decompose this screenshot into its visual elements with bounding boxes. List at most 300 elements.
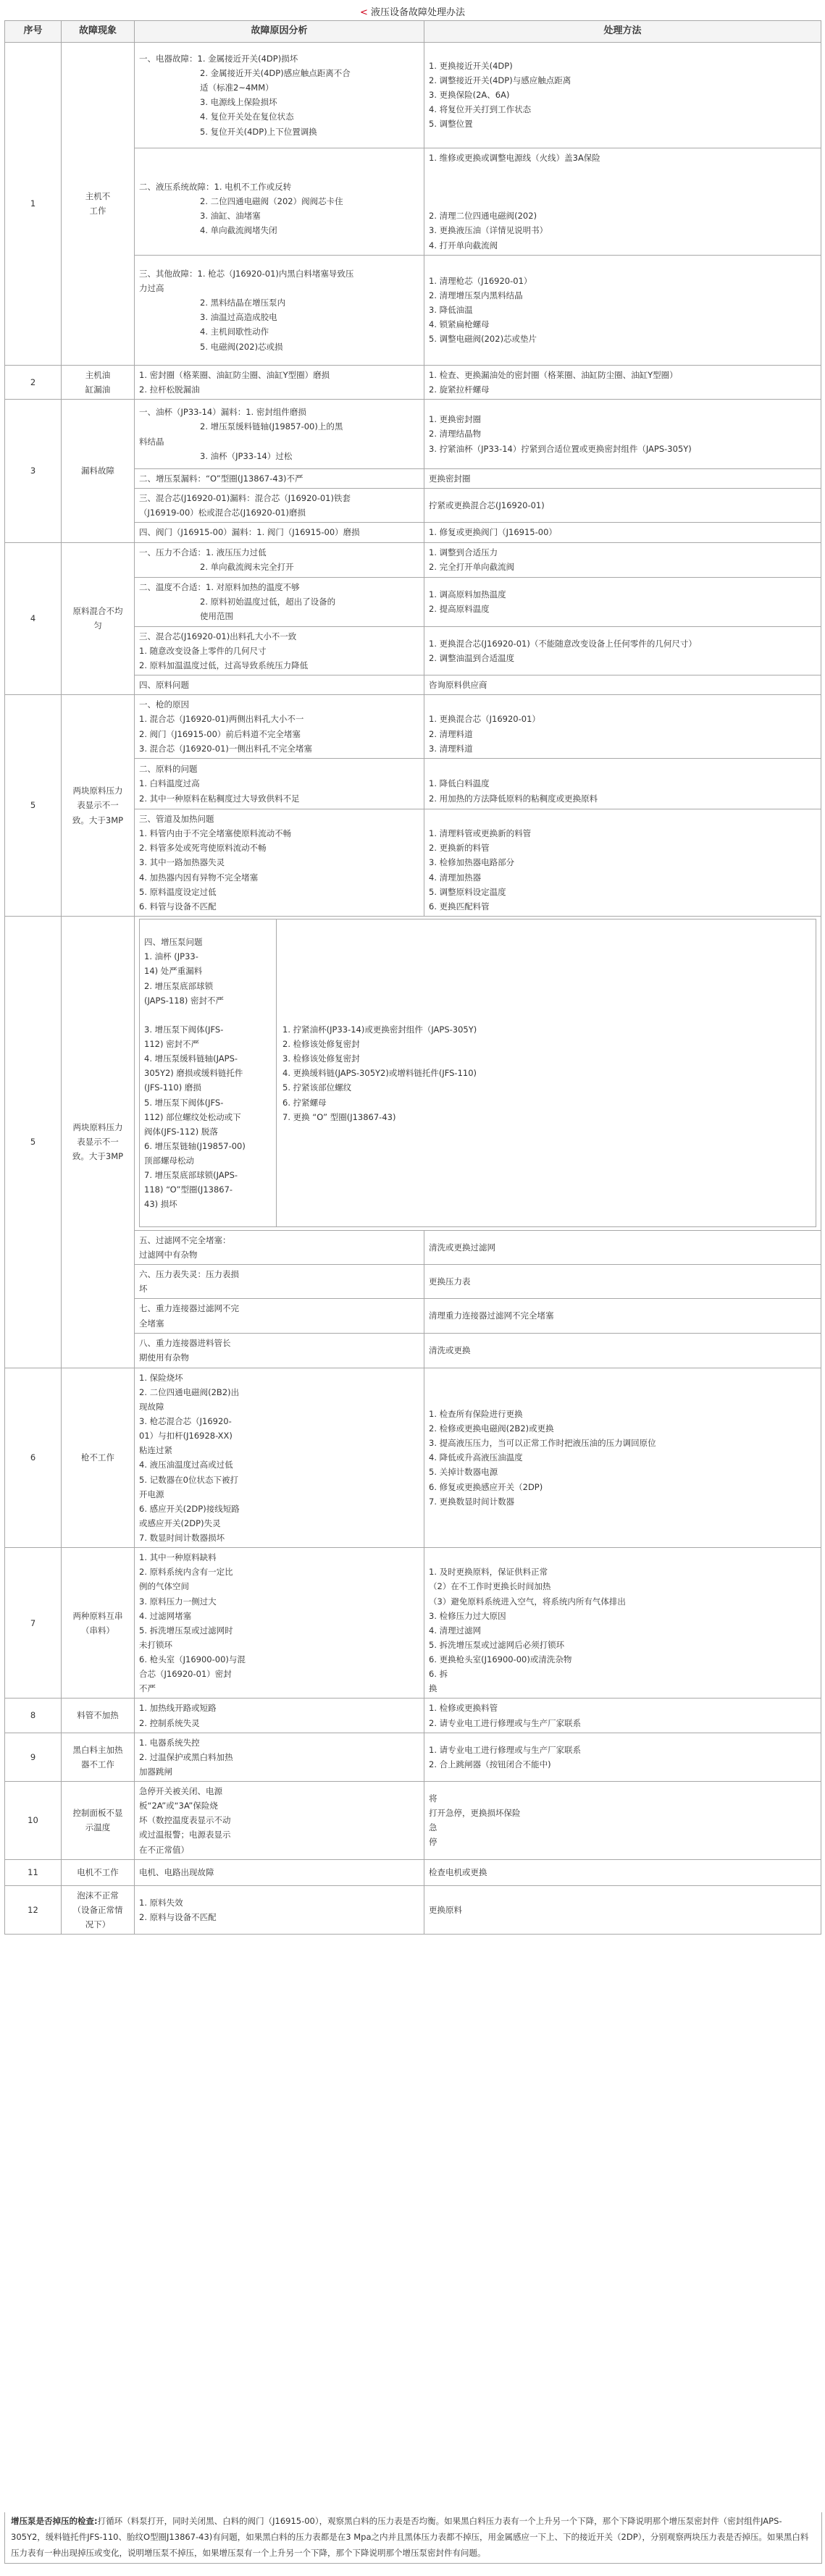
text-line: 料结晶	[139, 436, 164, 447]
text-line: 2. 其中一种原料在粘稠度过大导致供料不足	[139, 793, 300, 804]
text-line: 五、过滤网不完全堵塞：	[139, 1234, 231, 1245]
text-line: 7. 更换 “O” 型圈(J13867-43)	[282, 1111, 396, 1122]
text-line: 6. 修复或更换感应开关（2DP)	[429, 1481, 543, 1492]
handling-method	[424, 1699, 821, 1733]
text-line: 八、重力连接器进料管长	[139, 1338, 231, 1348]
text-line: 118) “O”型圈(J13867-	[144, 1184, 233, 1195]
text-line: 二、温度不合适：1. 对原料加热的温度不够	[139, 581, 300, 592]
text-line: 三、混合芯(J16920-01)出料孔大小不一致	[139, 631, 297, 641]
text-line: 6. 增压泵链轴(J19857-00)	[144, 1140, 246, 1151]
text-line: 305Y2) 磨损或缓料链托件	[144, 1068, 243, 1079]
text-line: 3. 混合芯（J16920-01)一侧出料孔不完全堵塞	[139, 743, 312, 754]
handling-method	[424, 469, 821, 489]
text-line: 112) 部位螺纹处松动或下	[144, 1111, 241, 1122]
text-line: 3. 电源线上保险损坏	[200, 97, 277, 108]
text-line: 使用范围	[200, 611, 233, 622]
text-line: 3. 增压泵下阀体(JFS-	[144, 1024, 224, 1035]
text-line: 4. 打开单向截流阀	[429, 240, 498, 251]
text-line: 5. 电磁阀(202)芯或损	[200, 341, 283, 352]
text-line: 四、原料问题	[139, 679, 189, 690]
fault-cause	[135, 1230, 424, 1264]
handling-method	[424, 542, 821, 577]
handling-method	[424, 1548, 821, 1699]
fault-cause	[135, 469, 424, 489]
text-line: 2. 拉杆松脱漏油	[139, 384, 200, 395]
fault-symptom: 两块原料压力 表显示不一 致。大于3MP	[62, 695, 135, 917]
fault-symptom: 黑白料主加热 器不工作	[62, 1733, 135, 1781]
text-line: 2. 单向截流阀未完全打开	[200, 562, 294, 572]
table-row	[5, 1782, 821, 1860]
text-line: 1. 原料失效	[139, 1897, 183, 1908]
text-line	[429, 194, 816, 209]
text-line: 6. 更换枪头室(J16900-00)或清洗杂物	[429, 1654, 572, 1664]
handling-method	[424, 675, 821, 694]
text-line: 3. 油缸、油堵塞	[200, 211, 261, 222]
text-line: 咨询原料供应商	[429, 679, 487, 690]
table-header-row	[5, 21, 821, 43]
note-label: 增压泵是否掉压的检查:	[11, 2516, 98, 2526]
row-number: 6	[5, 1368, 62, 1548]
text-line: 四、阀门（J16915-00）漏料：1. 阀门（J16915-00）磨损	[139, 527, 360, 538]
column-header-cause: 故障原因分析	[135, 21, 424, 43]
text-line: 2. 原料系统内含有一定比	[139, 1567, 233, 1578]
text-line: 过滤网中有杂物	[139, 1250, 198, 1260]
text-line: 7. 数显时间计数器损坏	[139, 1533, 225, 1543]
text-line: 1. 更换接近开关(4DP)	[429, 60, 513, 71]
text-line: 四、增压泵问题	[144, 937, 203, 948]
text-line: 5. 拆洗增压泵或过滤网后必须打锁环	[429, 1639, 565, 1650]
fault-cause	[135, 42, 424, 148]
text-line: 更换密封圈	[429, 473, 471, 484]
text-line: 2. 增压泵底部球锁	[144, 980, 214, 991]
handling-method	[424, 626, 821, 675]
handling-method	[277, 919, 816, 1227]
text-line: 期使用有杂物	[139, 1352, 189, 1363]
text-line: 清理重力连接器过滤网不完全堵塞	[429, 1310, 554, 1321]
text-line: 三、其他故障：1. 枪芯（J16920-01)内黑白料堵塞导致压	[139, 268, 354, 279]
text-line: 5. 原料温度设定过低	[139, 886, 217, 897]
pump-pressure-check-note	[4, 2512, 822, 2564]
text-line	[429, 1550, 816, 1565]
table-row	[5, 695, 821, 759]
text-line: 1. 降低白料温度	[429, 778, 490, 789]
text-line: 更换原料	[429, 1904, 462, 1915]
text-line: 三、管道及加热问题	[139, 814, 214, 824]
text-line: 4. 将复位开关打到工作状态	[429, 104, 532, 115]
text-line: 2. 检修该处修复密封	[282, 1039, 360, 1050]
fault-symptom: 泡沫不正常 （设备正常情 况下）	[62, 1885, 135, 1934]
text-line: 4. 过滤网堵塞	[139, 1610, 192, 1621]
row-number: 5	[5, 916, 62, 1368]
text-line	[429, 762, 816, 776]
handling-method	[424, 577, 821, 626]
fault-symptom: 原料混合不均 匀	[62, 542, 135, 695]
text-line: 5. 记数器在0位状态下被打	[139, 1474, 238, 1485]
fault-cause	[135, 626, 424, 675]
text-line: 换	[429, 1683, 437, 1694]
table-row	[5, 365, 821, 399]
text-line: 一、压力不合适：1. 液压压力过低	[139, 547, 267, 557]
handling-method	[424, 1782, 821, 1860]
text-line: 加器跳闸	[139, 1766, 172, 1777]
handling-method	[424, 1299, 821, 1333]
text-line: 3. 更换液压油（详情见说明书）	[429, 225, 548, 236]
fault-cause	[135, 1548, 424, 1699]
text-line: 4. 清理加热器	[429, 872, 482, 883]
text-line: 或感应开关(2DP)失灵	[139, 1518, 221, 1528]
handling-method	[424, 489, 821, 523]
fault-cause	[135, 542, 424, 577]
fault-cause	[135, 1782, 424, 1860]
text-line: 现故障	[139, 1401, 164, 1412]
fault-cause	[135, 675, 424, 694]
text-line: 板“2A”或“3A”保险烧	[139, 1801, 218, 1811]
text-line: 2. 完全打开单向截流阀	[429, 562, 515, 572]
nested-cause-method	[139, 919, 816, 1227]
handling-method	[424, 1885, 821, 1934]
row-number: 4	[5, 542, 62, 695]
text-line	[139, 165, 419, 180]
text-line: 二、液压系统故障：1. 电机不工作或反转	[139, 182, 292, 193]
handling-method	[424, 42, 821, 148]
fault-cause	[135, 577, 424, 626]
text-line: 1. 料管内由于不完全堵塞使原料流动不畅	[139, 828, 292, 839]
text-line: 2. 料管多处或死弯使原料流动不畅	[139, 843, 267, 854]
text-line: 坏	[139, 1284, 148, 1295]
text-line: 1. 调高原料加热温度	[429, 589, 506, 599]
table-row	[5, 1859, 821, 1885]
text-line: （3）避免原料系统进入空气，将系统内所有气体排出	[429, 1596, 626, 1607]
handling-method	[424, 695, 821, 759]
handling-method	[424, 809, 821, 917]
text-line: 1. 维修或更换或调整电源线（火线）盖3A保险	[429, 152, 600, 163]
text-line: 1. 密封圈（格莱圈、油缸防尘圈、油缸Y型圈）磨损	[139, 369, 330, 380]
text-line: 5. 调整原料设定温度	[429, 886, 506, 897]
text-line: 或过温报警；电源表显示	[139, 1830, 231, 1840]
text-line: 1. 修复或更换阀门（J16915-00）	[429, 527, 557, 538]
text-line: 3. 其中一路加热器失灵	[139, 857, 225, 868]
handling-method	[424, 1265, 821, 1299]
text-line: 5. 调整电磁阀(202)芯或垫片	[429, 334, 537, 345]
fault-symptom: 电机不工作	[62, 1859, 135, 1885]
text-line: 1. 检查、更换漏油处的密封圈（格莱圈、油缸防尘圈、油缸Y型圈）	[429, 369, 678, 380]
fault-cause	[135, 1333, 424, 1368]
text-line: 阀体(JFS-112) 脱落	[144, 1126, 218, 1137]
text-line: 2. 用加热的方法降低原料的粘稠度或更换原料	[429, 793, 598, 804]
text-line: 2. 金属接近开关(4DP)感应触点距离不合	[200, 68, 351, 78]
text-line: 一、枪的原因	[139, 699, 189, 710]
text-line: 粘连过紧	[139, 1445, 172, 1456]
fault-symptom: 控制面板不显 示温度	[62, 1782, 135, 1860]
text-line: （2）在不工作时更换长时间加热	[429, 1581, 551, 1592]
text-line: 1. 清理料管或更换新的料管	[429, 828, 532, 839]
text-line: 3. 原料压力一侧过大	[139, 1596, 217, 1607]
text-line: 6. 料管与设备不匹配	[139, 901, 217, 912]
text-line: 坏（数控温度表显示不动	[139, 1815, 231, 1826]
text-line: 1. 清理枪芯（J16920-01）	[429, 275, 532, 286]
text-line: 打开急停，更换损坏保险	[429, 1808, 521, 1819]
text-line: 4. 锁紧扁枪螺母	[429, 319, 490, 330]
text-line: 1. 保险烧坏	[139, 1372, 183, 1383]
fault-cause	[135, 759, 424, 809]
column-header-no: 序号	[5, 21, 62, 43]
fault-cause	[135, 365, 424, 399]
row-number: 11	[5, 1859, 62, 1885]
text-line: 43) 损坏	[144, 1199, 177, 1210]
text-line: 01）与扣杆(J16928-XX)	[139, 1431, 233, 1441]
text-line: 一、电器故障：1. 金属接近开关(4DP)损坏	[139, 53, 298, 64]
text-line: 4. 复位开关处在复位状态	[200, 111, 294, 122]
text-line: 二、原料的问题	[139, 764, 198, 775]
handling-method	[424, 1859, 821, 1885]
text-line	[429, 812, 816, 826]
text-line: 一、油杯（JP33-14）漏料：1. 密封组件磨损	[139, 407, 306, 418]
text-line: 1. 随意改变设备上零件的几何尺寸	[139, 645, 267, 656]
text-line: 1. 更换混合芯（J16920-01）	[429, 714, 540, 725]
fault-cause	[140, 919, 277, 1227]
text-line: 1. 请专业电工进行修理或与生产厂家联系	[429, 1744, 582, 1755]
text-line: 2. 二位四通电磁阀（202）阀阀芯卡住	[200, 196, 343, 207]
column-header-symptom: 故障现象	[62, 21, 135, 43]
text-line: 6. 枪头室（J16900-00)与混	[139, 1654, 246, 1664]
text-line: （J16919-00）松或混合芯(J16920-01)磨损	[139, 508, 306, 518]
text-line: 1. 加热线开路或短路	[139, 1703, 217, 1714]
text-line: 2. 控制系统失灵	[139, 1717, 200, 1728]
text-line: 将	[429, 1793, 437, 1804]
text-line: 4. 液压油温度过高或过低	[139, 1460, 233, 1470]
table-row	[5, 1733, 821, 1781]
handling-method	[424, 255, 821, 365]
text-line: 2. 原料加温温度过低，过高导致系统压力降低	[139, 660, 309, 670]
text-line: 3. 检修该处修复密封	[282, 1053, 360, 1064]
fault-symptom: 两种原料互串 （串料）	[62, 1548, 135, 1699]
text-line: 例的气体空间	[139, 1581, 189, 1592]
handling-method	[424, 148, 821, 255]
text-line: 5. 复位开关(4DP)上下位置调换	[200, 126, 317, 137]
fault-cause	[135, 1733, 424, 1781]
text-line: 3. 油温过高造成胶电	[200, 312, 277, 323]
text-line: 6. 更换匹配料管	[429, 901, 490, 912]
text-line: 6. 感应开关(2DP)接线短路	[139, 1503, 240, 1514]
text-line: 三、混合芯(J16920-01)漏料：混合芯（J16920-01)铁套	[139, 493, 351, 504]
text-line: 4. 单向截流阀堵失闭	[200, 225, 277, 236]
text-line: 未打锁环	[139, 1639, 172, 1650]
text-line: 检查电机或更换	[429, 1867, 487, 1878]
text-line: 电机、电路出现故障	[139, 1867, 214, 1878]
text-line: 2. 合上跳闸器（按钮闭合不能中)	[429, 1759, 551, 1769]
text-line: 5. 关掉计数器电源	[429, 1467, 498, 1478]
table-row	[5, 400, 821, 469]
text-line: 112) 密封不严	[144, 1039, 200, 1050]
text-line: 停	[429, 1837, 437, 1848]
text-line: 6. 拧紧螺母	[282, 1097, 327, 1108]
text-line	[429, 165, 816, 180]
text-line: 力过高	[139, 283, 164, 293]
text-line: 2. 清理结晶物	[429, 429, 482, 439]
text-line: 1. 拧紧油杯(JP33-14)或更换密封组件（JAPS-305Y)	[282, 1024, 477, 1035]
text-line: 合芯（J16920-01）密封	[139, 1669, 232, 1680]
handling-method	[424, 759, 821, 809]
text-line: 1. 油杯 (JP33-	[144, 951, 198, 962]
text-line: 4. 降低或升高液压油温度	[429, 1452, 523, 1463]
table-row	[5, 916, 821, 1230]
text-line: 3. 降低油温	[429, 305, 473, 316]
handling-method	[424, 1230, 821, 1264]
fault-cause	[135, 809, 424, 917]
back-arrow-icon[interactable]: <	[360, 7, 368, 18]
text-line: 1. 调整到合适压力	[429, 547, 498, 557]
text-line: 3. 清理料道	[429, 743, 473, 754]
handling-method	[424, 1733, 821, 1781]
fault-symptom: 两块原料压力 表显示不一 致。大于3MP	[62, 916, 135, 1368]
fault-cause	[135, 148, 424, 255]
cause-and-method-cell	[135, 916, 821, 1230]
text-line: 六、压力表失灵：压力表损	[139, 1269, 239, 1280]
text-line: 4. 更换缓料链(JAPS-305Y2)或增料链托件(JFS-110)	[282, 1068, 477, 1079]
table-row	[5, 1699, 821, 1733]
text-line: 7. 更换数显时间计数器	[429, 1496, 515, 1507]
text-line: 4. 增压泵缓料链轴(JAPS-	[144, 1053, 238, 1064]
column-header-method: 处理方法	[424, 21, 821, 43]
text-line: 2. 提高原料温度	[429, 604, 490, 614]
table-row	[5, 542, 821, 577]
text-line: 顶部螺母松动	[144, 1156, 194, 1166]
text-line: 七、重力连接器过滤网不完	[139, 1303, 239, 1314]
fault-cause	[135, 1859, 424, 1885]
text-line: 适（标准2~4MM）	[200, 83, 274, 93]
text-line: 在不正常值）	[139, 1844, 189, 1855]
text-line: 2. 增压泵缓料链轴(J19857-00)上的黑	[200, 421, 343, 432]
text-line	[429, 180, 816, 194]
fault-cause	[135, 1265, 424, 1299]
handling-method	[424, 1333, 821, 1368]
text-line: 3. 枪芯混合芯（J16920-	[139, 1416, 232, 1426]
text-line: 2. 二位四通电磁阀(2B2)出	[139, 1386, 240, 1397]
text-line: 2. 原料与设备不匹配	[139, 1911, 217, 1922]
document-title: 液压设备故障处理办法	[370, 7, 465, 18]
fault-cause	[135, 1699, 424, 1733]
text-line: 5. 增压泵下阀体(JFS-	[144, 1097, 224, 1108]
text-line: (JFS-110) 磨损	[144, 1082, 201, 1093]
table-row	[5, 1368, 821, 1548]
text-line: 1. 白料温度过高	[139, 778, 200, 789]
table-row	[5, 1548, 821, 1699]
row-number: 1	[5, 42, 62, 365]
text-line: 3. 提高液压压力，当可以正常工作时把液压油的压力调回原位	[429, 1438, 656, 1449]
text-line: 急停开关被关闭、电源	[139, 1786, 222, 1796]
text-line: 1. 及时更换原料，保证供料正常	[429, 1567, 548, 1578]
text-line: 3. 油杯（JP33-14）过松	[200, 450, 293, 461]
text-line: 6. 拆	[429, 1669, 448, 1680]
text-line: (JAPS-118) 密封不严	[144, 995, 225, 1006]
table-row	[5, 42, 821, 148]
handling-method	[424, 523, 821, 542]
text-line: 7. 增压泵底部球锁(JAPS-	[144, 1170, 238, 1181]
table-row	[5, 1885, 821, 1934]
text-line: 拧紧或更换混合芯(J16920-01)	[429, 500, 545, 511]
text-line: 急	[429, 1822, 437, 1833]
text-line: 4. 主机间歇性动作	[200, 327, 269, 337]
fault-table	[4, 20, 821, 1935]
text-line: 2. 请专业电工进行修理或与生产厂家联系	[429, 1717, 582, 1728]
row-number: 8	[5, 1699, 62, 1733]
text-line: 3. 更换保险(2A、6A)	[429, 90, 510, 101]
text-line: 1. 混合芯（J16920-01)两侧出料孔大小不一	[139, 714, 304, 725]
text-line: 2. 更换新的料管	[429, 843, 490, 854]
text-line: 清洗或更换	[429, 1345, 471, 1356]
text-line: 1. 更换混合芯(J16920-01)（不能随意改变设备上任何零件的几何尺寸）	[429, 638, 697, 649]
row-number: 9	[5, 1733, 62, 1781]
text-line: 2. 清理增压泵内黑料结晶	[429, 290, 523, 301]
text-line: 清洗或更换过滤网	[429, 1242, 495, 1253]
handling-method	[424, 1368, 821, 1548]
note-text: 打循环（料泵打开，同时关闭黑、白料的阀门（J16915-00），观察黑白料的压力表是否均衡。如果黑白料压力表有一个上升另一个下降，那个下降说明那个增压泵密封件（密封组件JAPS-305Y2，缓料链托件JFS-110、胎纹O型圈J13867-43)有问题，如果黑白料的压力表都是在3 Mpa之内并且黑体压力表都不掉压，用金属感应一下上、下的接近开关（2DP），分别观察两块压力表是否掉压。如果黑白料压力表有一种出现掉压或变化，说明增压泵不掉压，如果增压泵有一个上升另一个下降，那个下降说明那个增压泵密封件有问题。	[11, 2516, 809, 2558]
document-header	[0, 4, 825, 18]
handling-method	[424, 365, 821, 399]
fault-cause	[135, 523, 424, 542]
text-line: 开电源	[139, 1489, 164, 1499]
text-line: 3. 拧紧油杯（JP33-14）拧紧到合适位置或更换密封组件（JAPS-305Y)	[429, 443, 692, 454]
text-line	[144, 1008, 272, 1022]
fault-cause	[135, 1885, 424, 1934]
text-line: 5. 调整位置	[429, 119, 473, 130]
text-line: 不严	[139, 1683, 156, 1694]
text-line: 二、增压泵漏料：“O”型圈(J13867-43)不严	[139, 473, 303, 484]
text-line: 3. 检修加热器电路部分	[429, 857, 515, 868]
fault-symptom: 主机不 工作	[62, 42, 135, 365]
fault-symptom: 主机油 缸漏油	[62, 365, 135, 399]
text-line	[429, 697, 816, 712]
row-number: 12	[5, 1885, 62, 1934]
text-line: 更换压力表	[429, 1276, 471, 1287]
fault-symptom: 料管不加热	[62, 1699, 135, 1733]
text-line: 4. 加热器内因有异物不完全堵塞	[139, 872, 259, 883]
fault-symptom: 漏料故障	[62, 400, 135, 543]
fault-cause	[135, 1368, 424, 1548]
text-line: 1. 电器系统失控	[139, 1737, 200, 1748]
text-line: 2. 清理二位四通电磁阀(202)	[429, 211, 537, 222]
text-line: 2. 过温保护或黑白料加热	[139, 1751, 233, 1762]
text-line: 1. 检修或更换料管	[429, 1703, 498, 1714]
fault-cause	[135, 489, 424, 523]
text-line: 2. 调整接近开关(4DP)与感应触点距离	[429, 75, 571, 86]
fault-cause	[135, 255, 424, 365]
row-number: 3	[5, 400, 62, 543]
row-number: 2	[5, 365, 62, 399]
text-line: 4. 清理过滤网	[429, 1625, 482, 1636]
text-line: 1. 检查所有保险进行更换	[429, 1408, 523, 1419]
text-line: 2. 检修或更换电磁阀(2B2)或更换	[429, 1423, 554, 1434]
text-line: 2. 旋紧拉杆螺母	[429, 384, 490, 395]
text-line: 2. 清理料道	[429, 728, 473, 739]
text-line: 1. 更换密封圈	[429, 414, 482, 425]
text-line: 3. 检修压力过大原因	[429, 1610, 506, 1621]
text-line: 2. 原料初始温度过低，超出了设备的	[200, 596, 336, 607]
text-line: 全堵塞	[139, 1318, 164, 1329]
fault-symptom: 枪不工作	[62, 1368, 135, 1548]
row-number: 5	[5, 695, 62, 917]
text-line: 2. 阀门（J16915-00）前后料道不完全堵塞	[139, 728, 301, 739]
text-line: 5. 拧紧该部位螺纹	[282, 1082, 352, 1093]
fault-cause	[135, 695, 424, 759]
row-number: 10	[5, 1782, 62, 1860]
text-line: 14) 处严重漏料	[144, 966, 203, 977]
row-number: 7	[5, 1548, 62, 1699]
text-line: 1. 其中一种原料缺料	[139, 1552, 217, 1563]
fault-cause	[135, 400, 424, 469]
handling-method	[424, 400, 821, 469]
text-line: 5. 拆洗增压泵或过滤网时	[139, 1625, 233, 1636]
